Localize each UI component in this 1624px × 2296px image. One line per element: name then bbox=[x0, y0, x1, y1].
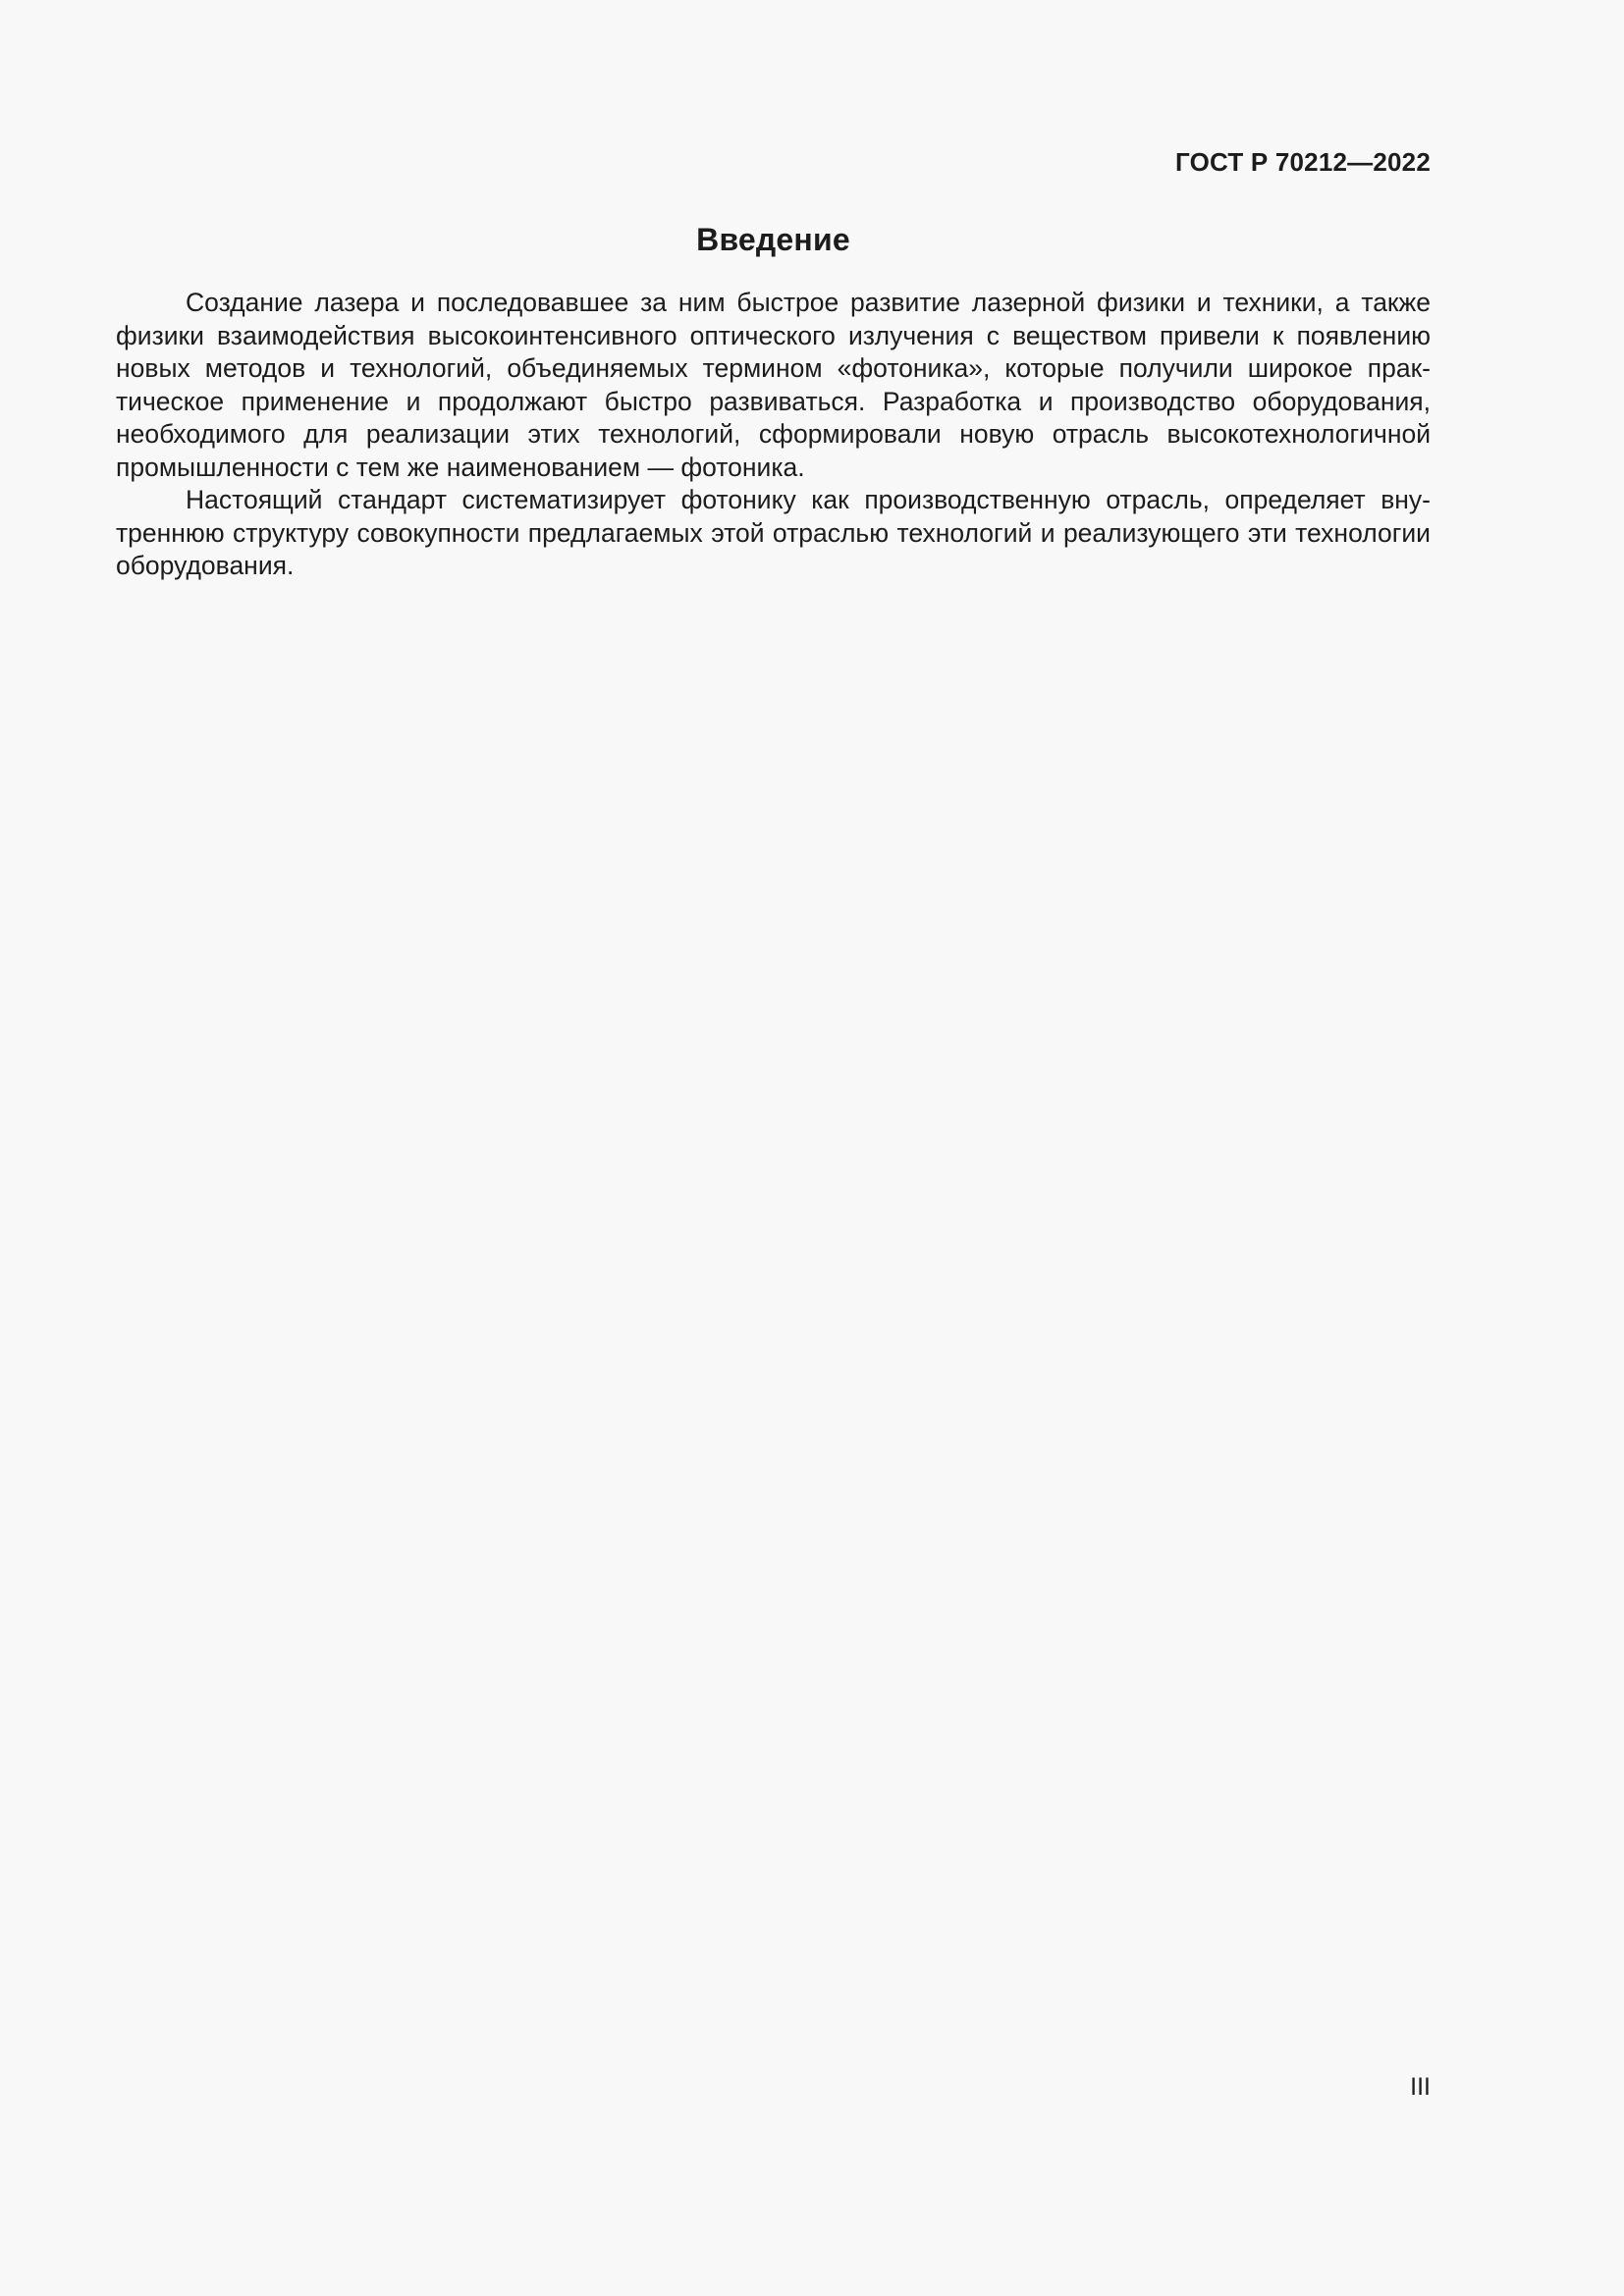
section-title: Введение bbox=[696, 222, 850, 257]
paragraph-scope: Настоящий стандарт систематизирует фотонику как производственную отрасль, определяет внутреннюю структуру совокупности предлагаемых этой отраслью технологий и реализующего эти технологии оборудования. bbox=[116, 485, 1431, 580]
body-text bbox=[116, 287, 1431, 583]
paragraph-intro: Создание лазера и последовавшее за ним быстрое развитие лазерной физики и техники, а также физики взаимодействия высокоинтенсивного оптического излучения с веществом привели к появлению новых методов и технологий, объединяемых термином «фотоника», которые получили широкое практическое применение и продолжают быстро развиваться. Разработка и производство оборудования, необходимого для реализации этих технологий, сформировали новую отрасль высокотехнологичной промышленности с тем же наименованием — фотоника. bbox=[116, 288, 1431, 482]
document-code: ГОСТ Р 70212—2022 bbox=[1175, 147, 1431, 177]
page-number: III bbox=[1410, 2073, 1431, 2101]
